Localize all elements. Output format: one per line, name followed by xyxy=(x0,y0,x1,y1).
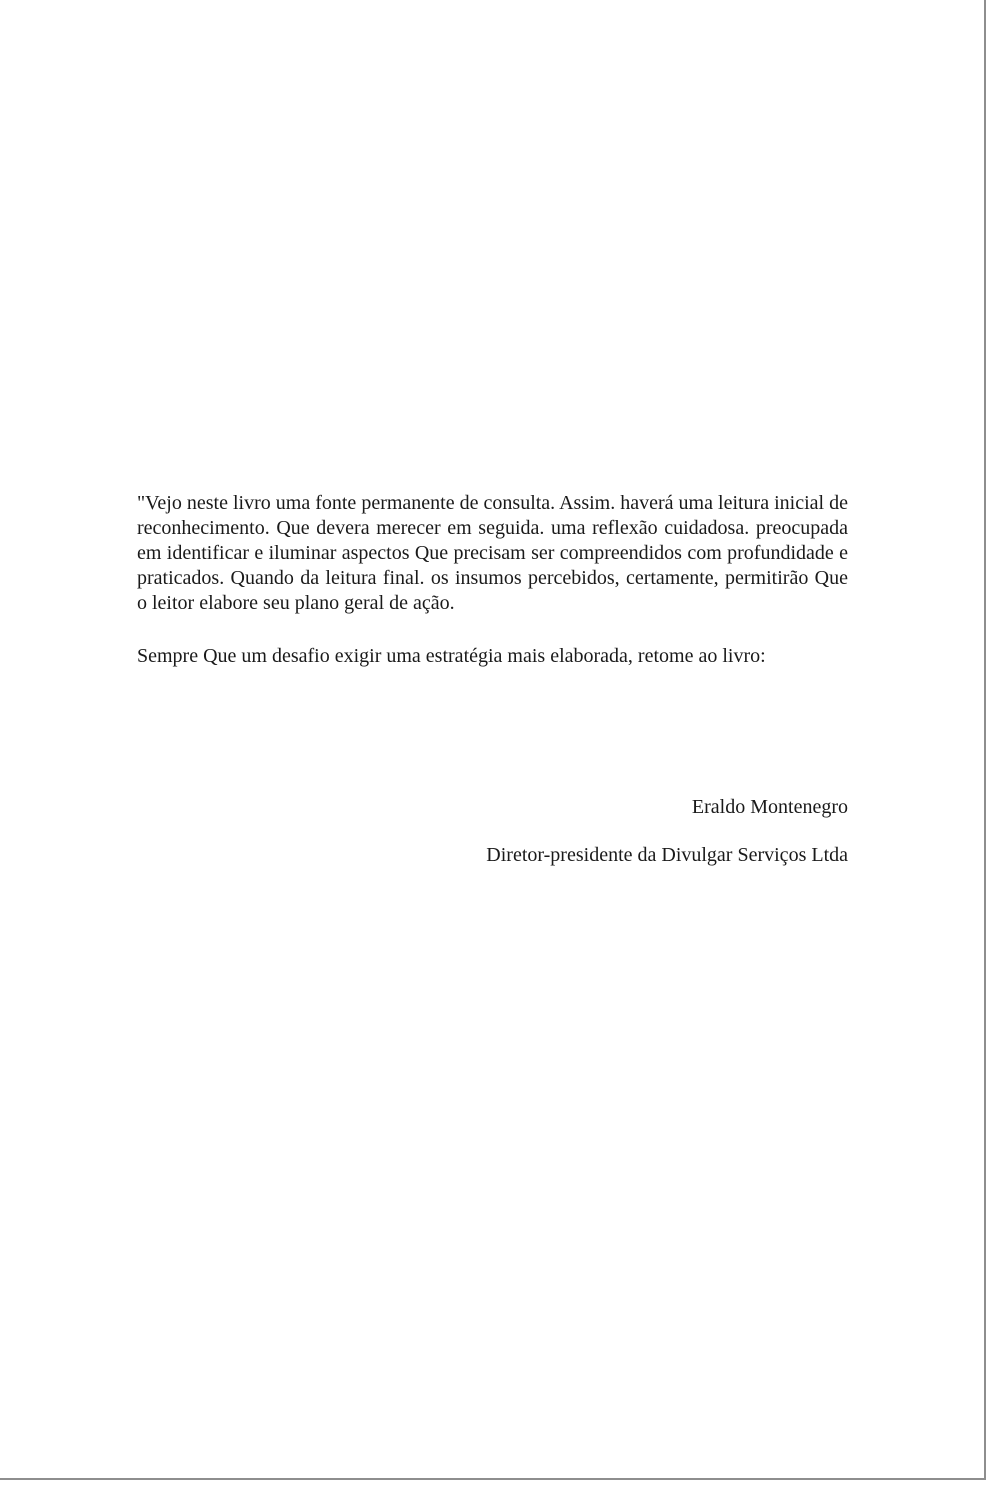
testimonial-paragraph: "Vejo neste livro uma fonte permanente de consulta. Assim. haverá uma leitura inicial de reconhecimento. Que devera merecer em seguida. uma reflexão cuidadosa. preocupada em identificar e iluminar aspectos Que precisam ser compreendidos com profundidade e praticados. Quando da leitura final. os insumos percebidos, certamente, permitirão Que o leitor elabore seu plano geral de ação. xyxy=(137,492,848,614)
page-edge-bottom-line xyxy=(0,1478,986,1480)
signature-title: Diretor-presidente da Divulgar Serviços Ltda xyxy=(486,844,848,866)
signature-name: Eraldo Montenegro xyxy=(691,796,848,818)
page-edge-right-line xyxy=(984,0,986,1480)
closing-sentence: Sempre Que um desafio exigir uma estratégia mais elaborada, retome ao livro: xyxy=(137,645,766,667)
